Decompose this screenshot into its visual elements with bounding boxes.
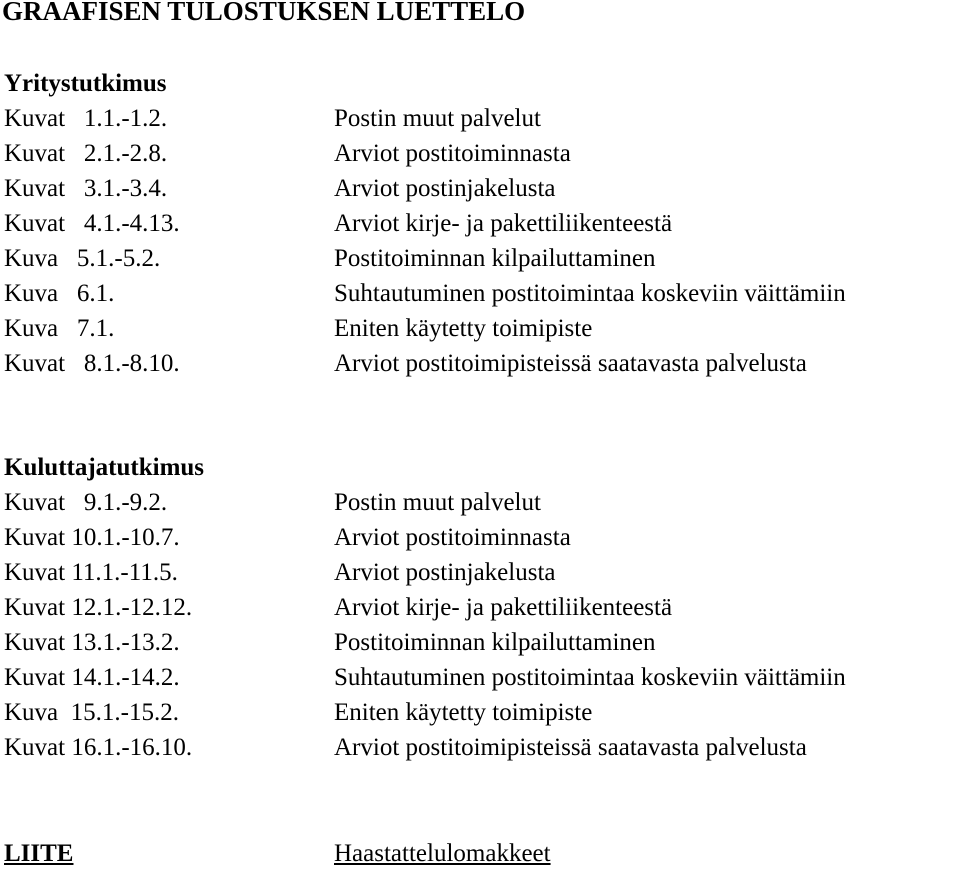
list-item xyxy=(4,555,960,590)
figure-range: Kuvat 2.1.-2.8. xyxy=(4,140,168,167)
figure-description: Arviot postitoimipisteissä saatavasta palvelusta xyxy=(334,350,807,377)
list-item xyxy=(4,730,960,765)
list-item xyxy=(4,590,960,625)
section-title: Yritystutkimus xyxy=(4,70,167,97)
figure-description: Arviot postinjakelusta xyxy=(334,559,556,586)
figure-range: Kuvat 16.1.-16.10. xyxy=(4,734,193,761)
figure-range: Kuva 5.1.-5.2. xyxy=(4,245,161,272)
figure-description: Arviot kirje- ja pakettiliikenteestä xyxy=(334,210,673,237)
figure-description: Suhtautuminen postitoimintaa koskeviin väittämiin xyxy=(334,280,846,307)
list-item xyxy=(4,660,960,695)
list-item xyxy=(4,101,960,136)
figure-range: Kuvat 13.1.-13.2. xyxy=(4,629,180,656)
figure-range: Kuva 7.1. xyxy=(4,315,115,342)
section-yritystutkimus xyxy=(4,66,960,381)
list-item xyxy=(4,171,960,206)
list-item xyxy=(4,311,960,346)
figure-range: Kuvat 14.1.-14.2. xyxy=(4,664,180,691)
list-item xyxy=(4,206,960,241)
figure-description: Arviot postitoimipisteissä saatavasta palvelusta xyxy=(334,734,807,761)
figure-range: Kuva 6.1. xyxy=(4,280,115,307)
figure-range: Kuvat 10.1.-10.7. xyxy=(4,524,180,551)
document-title: GRAAFISEN TULOSTUKSEN LUETTELO xyxy=(2,0,526,26)
section-kuluttajatutkimus xyxy=(4,450,960,765)
figure-range: Kuvat 12.1.-12.12. xyxy=(4,594,193,621)
figure-description: Postitoiminnan kilpailuttaminen xyxy=(334,245,656,272)
appendix-description: Haastattelulomakkeet xyxy=(334,840,551,867)
figure-description: Postin muut palvelut xyxy=(334,489,541,516)
figure-range: Kuvat 3.1.-3.4. xyxy=(4,175,168,202)
list-item xyxy=(4,346,960,381)
list-item xyxy=(4,695,960,730)
figure-description: Arviot kirje- ja pakettiliikenteestä xyxy=(334,594,673,621)
figure-description: Suhtautuminen postitoimintaa koskeviin väittämiin xyxy=(334,664,846,691)
figure-description: Eniten käytetty toimipiste xyxy=(334,315,593,342)
list-item xyxy=(4,136,960,171)
figure-description: Arviot postinjakelusta xyxy=(334,175,556,202)
figure-description: Arviot postitoiminnasta xyxy=(334,140,571,167)
list-item xyxy=(4,625,960,660)
figure-range: Kuvat 1.1.-1.2. xyxy=(4,105,168,132)
figure-description: Eniten käytetty toimipiste xyxy=(334,699,593,726)
list-item xyxy=(4,241,960,276)
figure-range: Kuvat 9.1.-9.2. xyxy=(4,489,168,516)
figure-range: Kuva 15.1.-15.2. xyxy=(4,699,179,726)
figure-description: Postitoiminnan kilpailuttaminen xyxy=(334,629,656,656)
list-item xyxy=(4,276,960,311)
appendix-row xyxy=(4,836,960,871)
figure-range: Kuvat 4.1.-4.13. xyxy=(4,210,180,237)
figure-description: Postin muut palvelut xyxy=(334,105,541,132)
list-item xyxy=(4,485,960,520)
appendix-label: LIITE xyxy=(4,840,74,867)
figure-description: Arviot postitoiminnasta xyxy=(334,524,571,551)
figure-range: Kuvat 8.1.-8.10. xyxy=(4,350,180,377)
section-title: Kuluttajatutkimus xyxy=(4,454,205,481)
list-item xyxy=(4,520,960,555)
figure-range: Kuvat 11.1.-11.5. xyxy=(4,559,178,586)
